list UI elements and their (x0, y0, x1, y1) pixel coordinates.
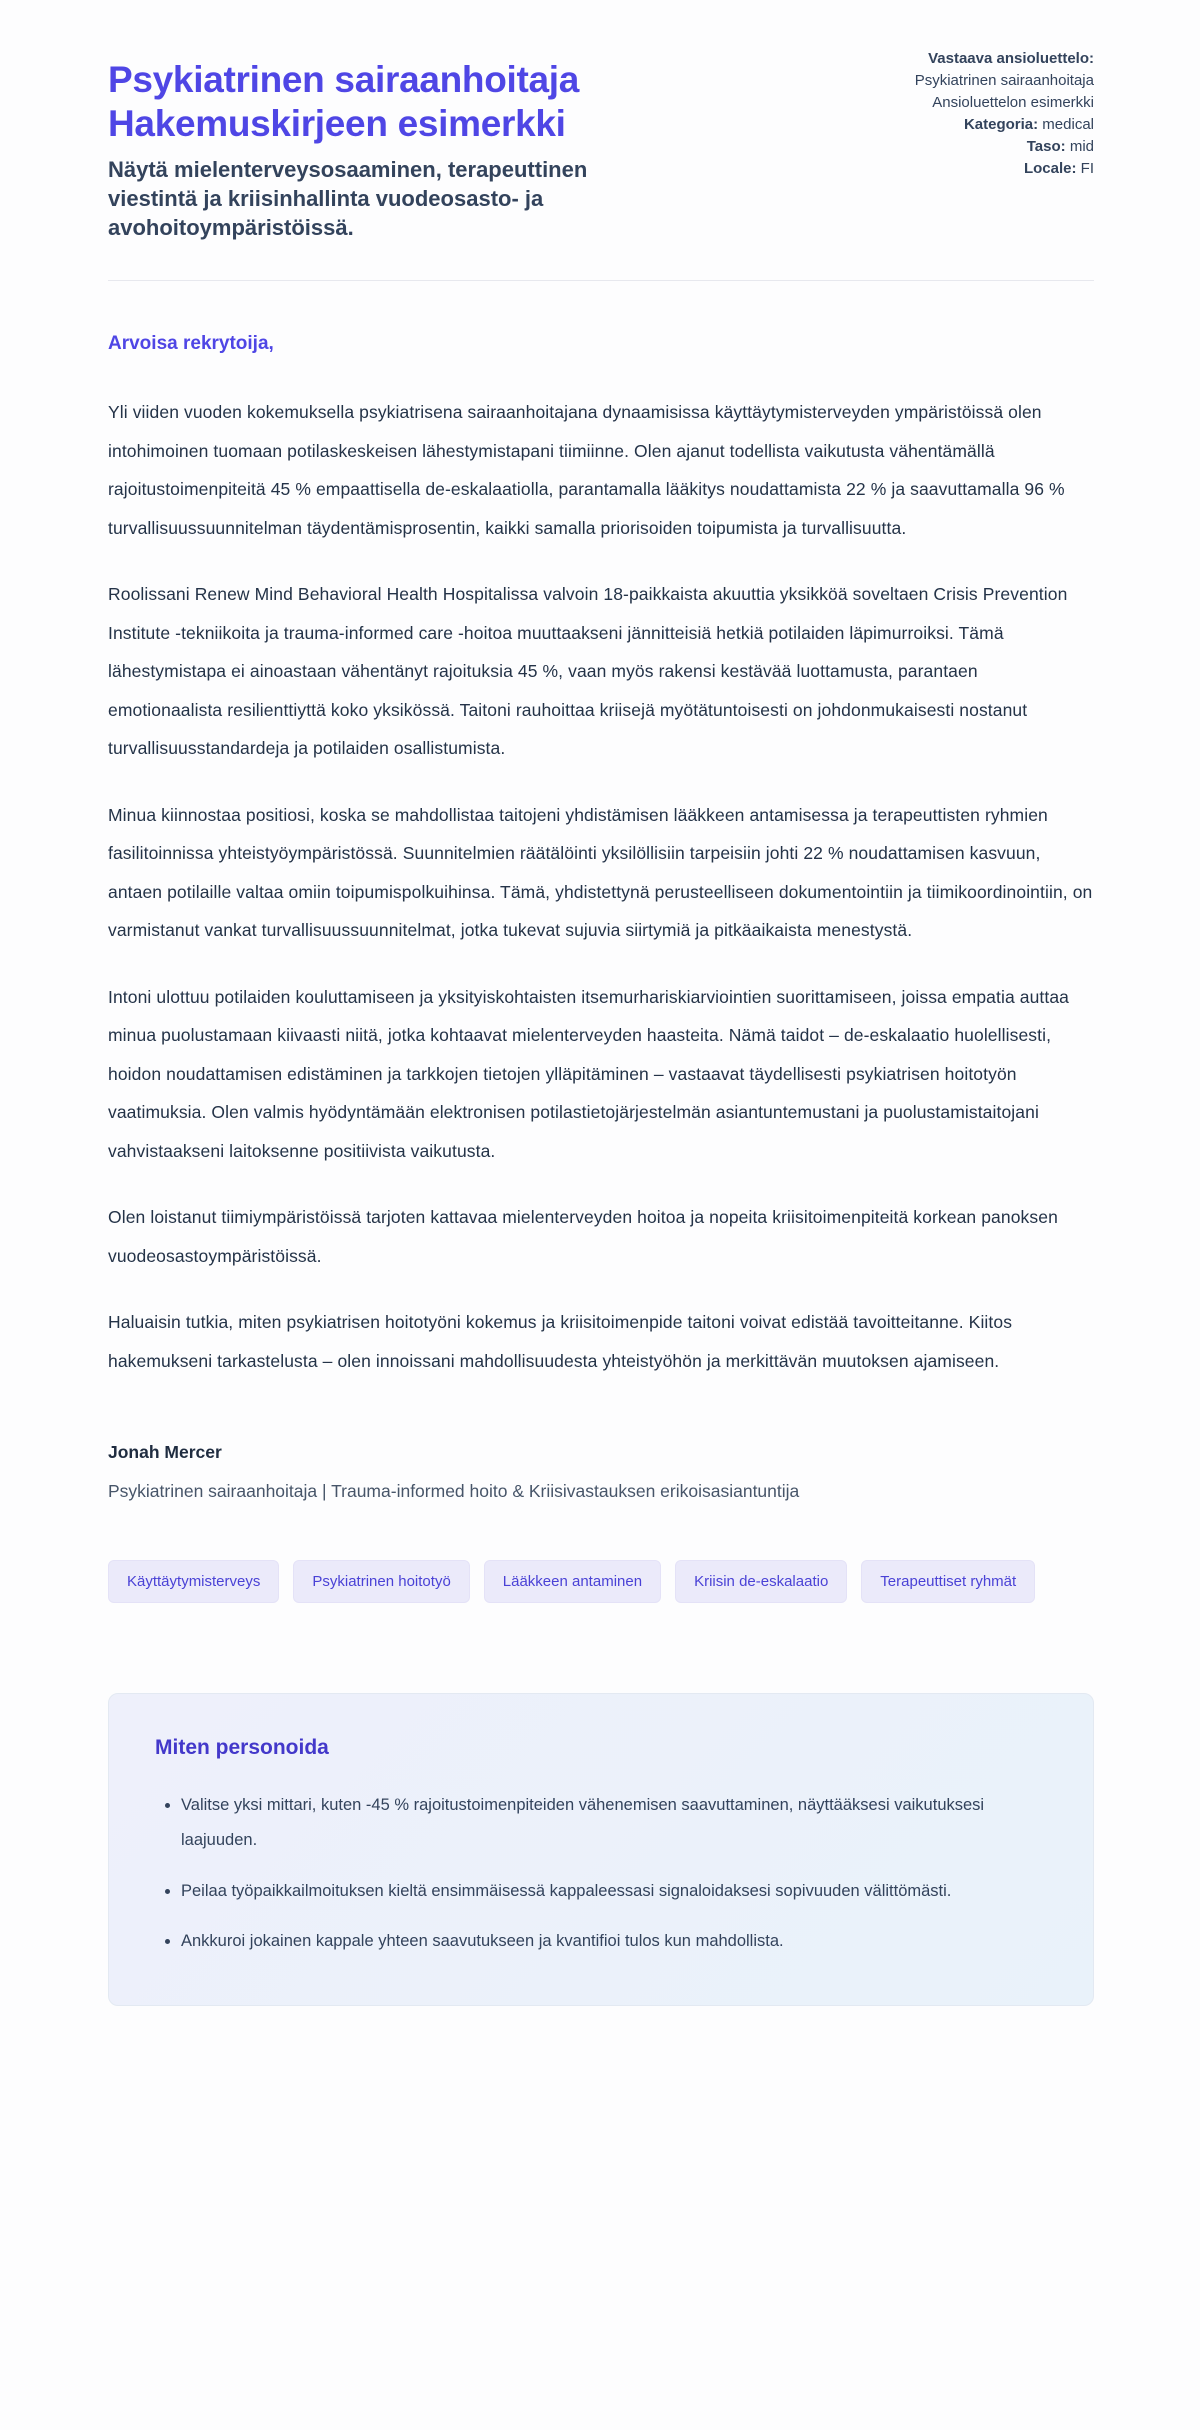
signature-name: Jonah Mercer (108, 1442, 222, 1463)
header-titles (108, 42, 768, 242)
meta-locale-value: FI (1076, 160, 1094, 178)
meta-resume-label: Vastaava ansioluettelo: (928, 50, 1094, 67)
page-title: Psykiatrinen sairaanhoitaja Hakemuskirjeen esimerkki (108, 59, 580, 144)
letter-paragraph: Olen loistanut tiimiympäristöissä tarjoten kattavaa mielenterveyden hoitoa ja nopeita kriisitoimenpiteitä korkean panoksen vuodeosastoympäristöissä. (108, 1207, 1058, 1266)
meta-locale-label: Locale: (1023, 160, 1077, 178)
letter-paragraph: Roolissani Renew Mind Behavioral Health Hospitalissa valvoin 18-paikkaista akuuttia yksikköä soveltaen Crisis Prevention Institute -tekniikoita ja trauma-informed care -hoitoa muuttaakseni jännitteisiä hetkiä potilaiden läpimurroiksi. Tämä lähestymistapa ei ainoastaan vähentänyt rajoituksia 45 %, vaan myös rakensi kestävää luottamusta, parantaen emotionaalista resilienttiyttä koko yksikössä. Taitoni rauhoittaa kriisejä myötätuntoisesti on johdonmukaisesti nostanut turvallisuusstandardeja ja potilaiden osallistumista. (108, 584, 1068, 759)
tips-title: Miten personoida (155, 1736, 329, 1760)
skill-tags (108, 1560, 1094, 1603)
meta-resume-line-1: Psykiatrinen sairaanhoitaja (914, 72, 1094, 90)
signature-block (108, 1442, 1094, 1502)
letter-paragraph: Minua kiinnostaa positiosi, koska se mahdollistaa taitojeni yhdistämisen lääkkeen antamisessa ja terapeuttisten ryhmien fasilitoinnissa yhteistyöympäristössä. Suunnitelmien räätälöinti yksilöllisiin tarpeisiin johti 22 % noudattamisen kasvuun, antaen potilaille valtaa omiin toipumispolkuihinsa. Tämä, yhdistettynä perusteelliseen dokumentointiin ja tiimikoordinointiin, on varmistanut vankat turvallisuussuunnitelmat, jotka tukevat sujuvia siirtymiä ja pitkäaikaista menestystä. (108, 804, 1093, 941)
tip-item: • Valitse yksi mittari, kuten -45 % rajoitustoimenpiteiden vähenemisen saavuttaminen, näyttääksesi vaikutuksesi laajuuden. (181, 1788, 1047, 1857)
tips-list (155, 1788, 1047, 1959)
meta-category-value: medical (1038, 116, 1094, 134)
skill-tag[interactable]: Käyttäytymisterveys (108, 1560, 279, 1603)
personalization-tips-box (108, 1693, 1094, 2006)
skill-tag[interactable]: Kriisin de-eskalaatio (675, 1560, 847, 1603)
meta-category-row (915, 114, 1094, 136)
skill-tag[interactable]: Psykiatrinen hoitotyö (293, 1560, 469, 1603)
meta-category-label: Kategoria: (963, 116, 1039, 134)
page-subtitle: Näytä mielenterveysosaaminen, terapeuttinen viestintä ja kriisinhallinta vuodeosasto- ja avohoitoympäristöissä. (108, 157, 588, 241)
skill-tag[interactable]: Terapeuttiset ryhmät (861, 1560, 1035, 1603)
letter-greeting: Arvoisa rekrytoija, (108, 333, 274, 355)
letter-body (108, 393, 1094, 1380)
meta-level-value: mid (1065, 138, 1094, 156)
meta-resume-line-2: Ansioluettelon esimerkki (932, 94, 1094, 112)
letter-paragraph: Yli viiden vuoden kokemuksella psykiatrisena sairaanhoitajana dynaamisissa käyttäytymisterveyden ympäristöissä olen intohimoinen tuomaan potilaskeskeisen lähestymistapani tiimiinne. Olen ajanut todellista vaikutusta vähentämällä rajoitustoimenpiteitä 45 % empaattisella de-eskalaatiolla, parantamalla lääkitys noudattamista 22 % ja saavuttamalla 96 % turvallisuussuunnitelman täydentämisprosentin, kaikki samalla priorisoiden toipumista ja turvallisuutta. (108, 402, 1065, 538)
header-divider (108, 280, 1094, 281)
tip-item: • Ankkuroi jokainen kappale yhteen saavutukseen ja kvantifioi tulos kun mahdollista. (181, 1924, 1047, 1959)
meta-level-label: Taso: (1026, 138, 1066, 156)
meta-level-row (915, 136, 1094, 158)
signature-role: Psykiatrinen sairaanhoitaja | Trauma-informed hoito & Kriisivastauksen erikoisasiantuntija (108, 1481, 800, 1502)
letter-paragraph: Haluaisin tutkia, miten psykiatrisen hoitotyöni kokemus ja kriisitoimenpide taitoni voivat edistää tavoitteitanne. Kiitos hakemukseni tarkastelusta – olen innoissani mahdollisuudesta yhteistyöhön ja merkittävän muutoksen ajamiseen. (108, 1312, 1013, 1371)
letter-paragraph: Intoni ulottuu potilaiden kouluttamiseen ja yksityiskohtaisten itsemurhariskiarviointien suorittamiseen, joissa empatia auttaa minua puolustamaan kiivaasti niitä, jotka kohtaavat mielenterveyden haasteita. Nämä taidot – de-eskalaatio huolellisesti, hoidon noudattamisen edistäminen ja tarkkojen tietojen ylläpitäminen – vastaavat täydellisesti psykiatrisen hoitotyön vaatimuksia. Olen valmis hyödyntämään elektronisen potilastietojärjestelmän asiantuntemustani ja puolustamistaitojani vahvistaakseni laitoksenne positiivista vaikutusta. (108, 986, 1070, 1161)
meta-panel (915, 42, 1094, 180)
tip-item: • Peilaa työpaikkailmoituksen kieltä ensimmäisessä kappaleessasi signaloidaksesi sopivuuden välittömästi. (181, 1874, 1047, 1909)
page-header (108, 42, 1094, 242)
meta-locale-row (915, 158, 1094, 180)
skill-tag[interactable]: Lääkkeen antaminen (484, 1560, 661, 1603)
